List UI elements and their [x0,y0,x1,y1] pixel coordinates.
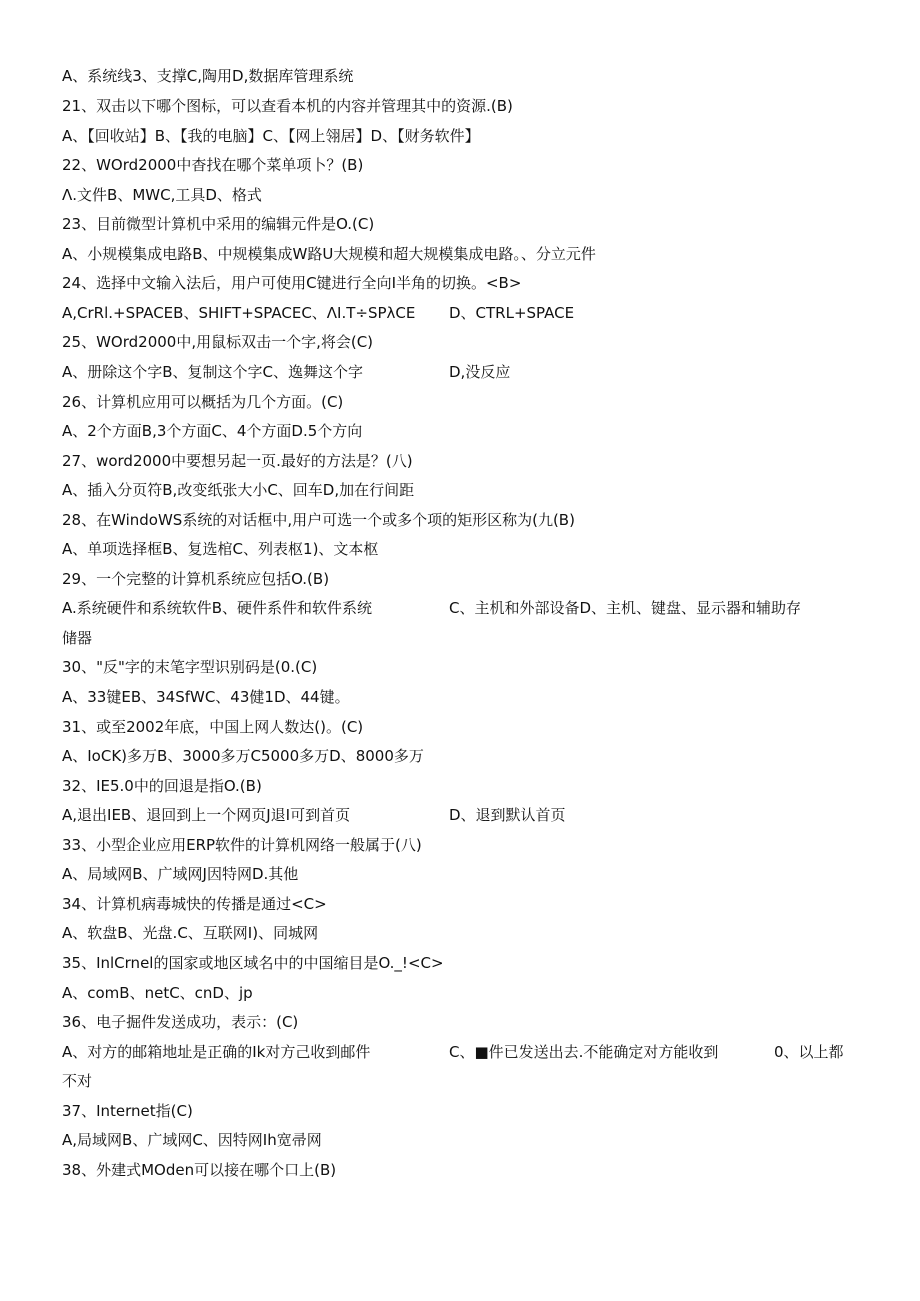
text-segment: D、退到默认首页 [449,806,566,824]
text-line: A、局域网B、广域网J因特网D.其他 [62,865,299,883]
question-line: 21、双击以下哪个图标，可以查看本机的内容并管理其中的资源.(B) [62,97,513,115]
text-line: A,CrRl.+SPACEB、SHIFT+SPACEC、ΛI.T÷SPλCE D、CTRL+SPACE [62,304,575,322]
text-line: A、comB、netC、cnD、jp [62,984,253,1002]
question-line: 24、选择中文输入法后，用户可使用C键进行全向I半角的切换。<B> [62,274,522,292]
text-line: A、册除这个字B、复制这个字C、逸舞这个字 D,没反应 [62,363,511,381]
question-line: 37、Internet指(C) [62,1102,193,1120]
question-line: 25、WOrd2000中,用鼠标双击一个字,将会(C) [62,333,374,351]
text-line: Λ.文件B、MWC,工具D、格式 [62,186,262,204]
question-line: 22、WOrd2000中杳找在哪个菜单项卜？(B) [62,156,364,174]
question-line: 26、计算机应用可以概括为几个方面。(C) [62,393,344,411]
question-line: 29、一个完整的计算机系统应包括O.(B) [62,570,330,588]
text-segment: 0、以上都 [774,1043,844,1061]
text-line: A,退出IEB、退回到上一个网页J退I可到首页 D、退到默认首页 [62,806,566,824]
question-line: 36、电子掘件发送成功，表示：(C) [62,1013,299,1031]
text-line: 不对 [62,1072,93,1090]
text-segment: D、CTRL+SPACE [449,304,575,322]
text-line: A、软盘B、光盘.C、互联网I)、同城网 [62,924,319,942]
text-line: A,局域网B、广域网C、因特网Ih宽帚网 [62,1131,322,1149]
text-line: A、【回收站】B、【我的电脑】C、【网上翎居】D、【财务软件】 [62,127,480,145]
text-line: A.系统硬件和系统软件B、硬件系件和软件系统 C、主机和外部设备D、主机、键盘、显示器和辅助存 [62,599,802,617]
text-line: 储器 [62,629,93,647]
text-segment: C、主机和外部设备D、主机、键盘、显示器和辅助存 [449,599,802,617]
text-line: A、系统线3、支撑C,陶用D,数据库管理系统 [62,67,354,85]
question-line: 38、外建式MOden可以接在哪个口上(B) [62,1161,337,1179]
text-line: A、插入分页符B,改变纸张大小C、回车D,加在行间距 [62,481,415,499]
question-line: 27、word2000中要想另起一页.最好的方法是？(八) [62,452,413,470]
question-line: 31、或至2002年底，中国上网人数达()。(C) [62,718,364,736]
question-line: 33、小型企业应用ERP软件的计算机网络一般属于(八) [62,836,422,854]
text-line: A、IoCK)多万B、3000多万C5000多万D、8000多万 [62,747,424,765]
question-line: 34、计算机病毒城快的传播是通过<C> [62,895,327,913]
question-line: 35、InlCrnel的国家或地区域名中的中国缩目是O._!<C> [62,954,444,972]
text-line: A、对方的邮箱地址是正确的Ik对方己收到邮件 C、■件已发送出去.不能确定对方能收到 0、以上都 [62,1043,844,1061]
text-line: A、33键EB、34SfWC、43健1D、44键。 [62,688,350,706]
text-line: A、2个方面B,3个方面C、4个方面D.5个方向 [62,422,363,440]
question-line: 32、IE5.0中的回退是指O.(B) [62,777,262,795]
question-line: 28、在WindoWS系统的对话框中,用户可选一个或多个项的矩形区称为(九(B) [62,511,575,529]
question-line: 30、"反"字的末笔字型识别码是(0.(C) [62,658,318,676]
question-line: 23、目前微型计算机中采用的编辑元件是O.(C) [62,215,375,233]
text-line: A、小规模集成电路B、中规模集成W路U大规模和超大规模集成电路。、分立元件 [62,245,596,263]
text-segment: C、■件已发送出去.不能确定对方能收到 [449,1043,719,1061]
text-line: A、单项选择框B、复选棺C、列表枢1)、文本枢 [62,540,379,558]
text-segment: D,没反应 [449,363,511,381]
